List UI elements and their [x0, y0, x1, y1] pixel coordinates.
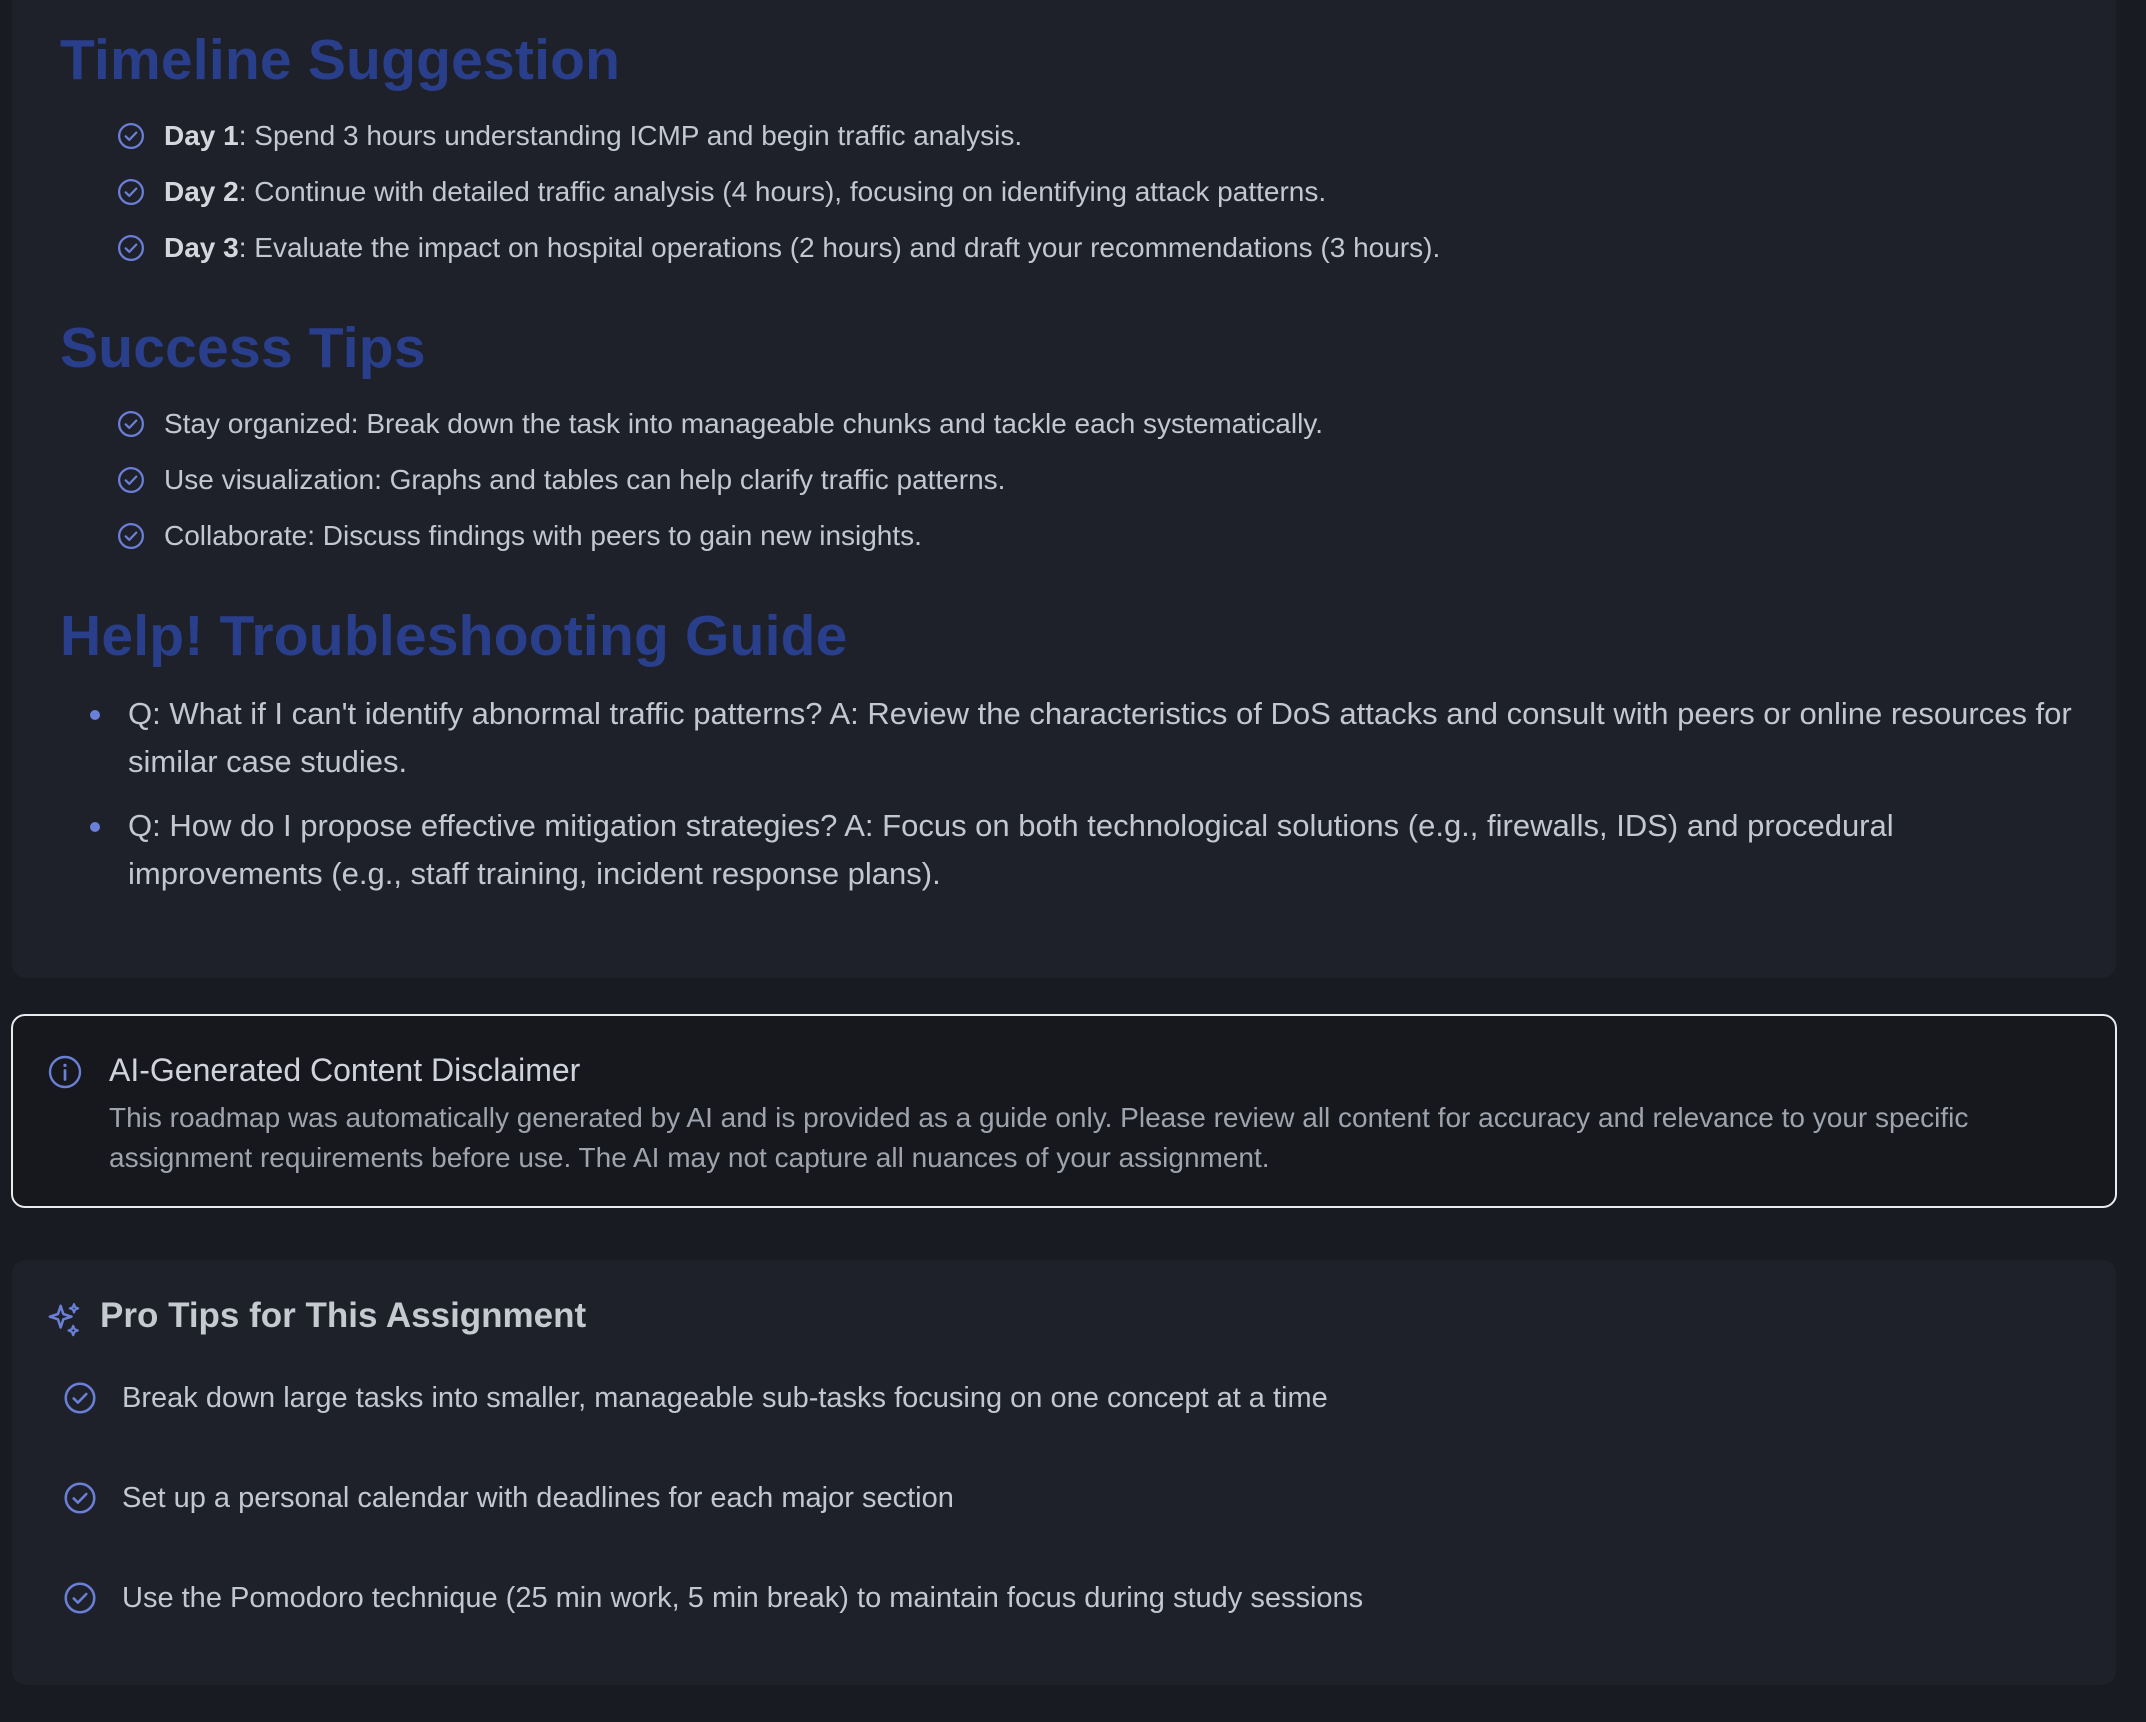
disclaimer-body: This roadmap was automatically generated by AI and is provided as a guide only. Please review all content for accuracy and relevance to your specific assignment requirements before use. The AI may not capture all nuances of your assignment. — [109, 1102, 1969, 1173]
day-label: Day 3 — [164, 232, 239, 263]
timeline-item-text — [164, 120, 1022, 152]
day-label: Day 1 — [164, 120, 239, 151]
timeline-item-text — [164, 232, 1440, 264]
day-description: : Evaluate the impact on hospital operations (2 hours) and draft your recommendations (3 hours). — [238, 232, 1441, 263]
success-tip-text: Use visualization: Graphs and tables can help clarify traffic patterns. — [164, 464, 1006, 495]
pro-tip-item — [62, 1480, 1363, 1580]
check-circle-icon — [116, 465, 146, 495]
day-description: : Continue with detailed traffic analysis (4 hours), focusing on identifying attack patterns. — [238, 176, 1327, 207]
bullet-dot — [90, 710, 100, 720]
success-tip-item — [116, 508, 1323, 564]
check-circle-icon — [116, 233, 146, 263]
disclaimer-card — [11, 1014, 2117, 1208]
pro-tip-text: Set up a personal calendar with deadlines for each major section — [122, 1482, 954, 1514]
disclaimer-title: AI-Generated Content Disclaimer — [109, 1052, 581, 1088]
timeline-list — [116, 108, 1440, 276]
pro-tip-item — [62, 1580, 1363, 1680]
check-circle-icon — [62, 1380, 98, 1416]
success-tips-list — [116, 396, 1323, 564]
success-tip-text: Collaborate: Discuss findings with peers to gain new insights. — [164, 520, 922, 551]
troubleshooting-list — [60, 690, 2080, 914]
roadmap-card — [12, 0, 2116, 978]
success-tip-item — [116, 452, 1323, 508]
troubleshooting-heading: Help! Troubleshooting Guide — [60, 604, 848, 668]
day-label: Day 2 — [164, 176, 239, 207]
troubleshooting-text: Q: How do I propose effective mitigation strategies? A: Focus on both technological solutions (e.g., firewalls, IDS) and procedural improvements (e.g., staff training, incident response plans). — [128, 808, 1894, 891]
check-circle-icon — [116, 177, 146, 207]
day-description: : Spend 3 hours understanding ICMP and begin traffic analysis. — [238, 120, 1023, 151]
check-circle-icon — [116, 409, 146, 439]
timeline-item-day-2 — [116, 164, 1440, 220]
pro-tip-item — [62, 1380, 1363, 1480]
success-tip-text: Stay organized: Break down the task into manageable chunks and tackle each systematically. — [164, 408, 1324, 439]
pro-tips-list — [62, 1380, 1363, 1680]
troubleshooting-text: Q: What if I can't identify abnormal traffic patterns? A: Review the characteristics of DoS attacks and consult with peers or online resources for similar case studies. — [128, 696, 2072, 779]
check-circle-icon — [116, 121, 146, 151]
sparkles-icon — [44, 1300, 84, 1340]
timeline-item-text — [164, 176, 1326, 208]
pro-tips-card — [12, 1260, 2116, 1685]
pro-tip-text: Use the Pomodoro technique (25 min work, 5 min break) to maintain focus during study sessions — [122, 1582, 1364, 1614]
pro-tips-title: Pro Tips for This Assignment — [100, 1296, 587, 1335]
timeline-heading: Timeline Suggestion — [60, 28, 621, 92]
timeline-item-day-3 — [116, 220, 1440, 276]
troubleshooting-item — [60, 802, 2080, 898]
success-tips-heading: Success Tips — [60, 316, 426, 380]
troubleshooting-item — [60, 690, 2080, 786]
bullet-dot — [90, 822, 100, 832]
check-circle-icon — [62, 1480, 98, 1516]
timeline-item-day-1 — [116, 108, 1440, 164]
pro-tip-text: Break down large tasks into smaller, manageable sub-tasks focusing on one concept at a time — [122, 1382, 1328, 1414]
success-tip-item — [116, 396, 1323, 452]
check-circle-icon — [62, 1580, 98, 1616]
info-icon — [47, 1054, 83, 1090]
check-circle-icon — [116, 521, 146, 551]
